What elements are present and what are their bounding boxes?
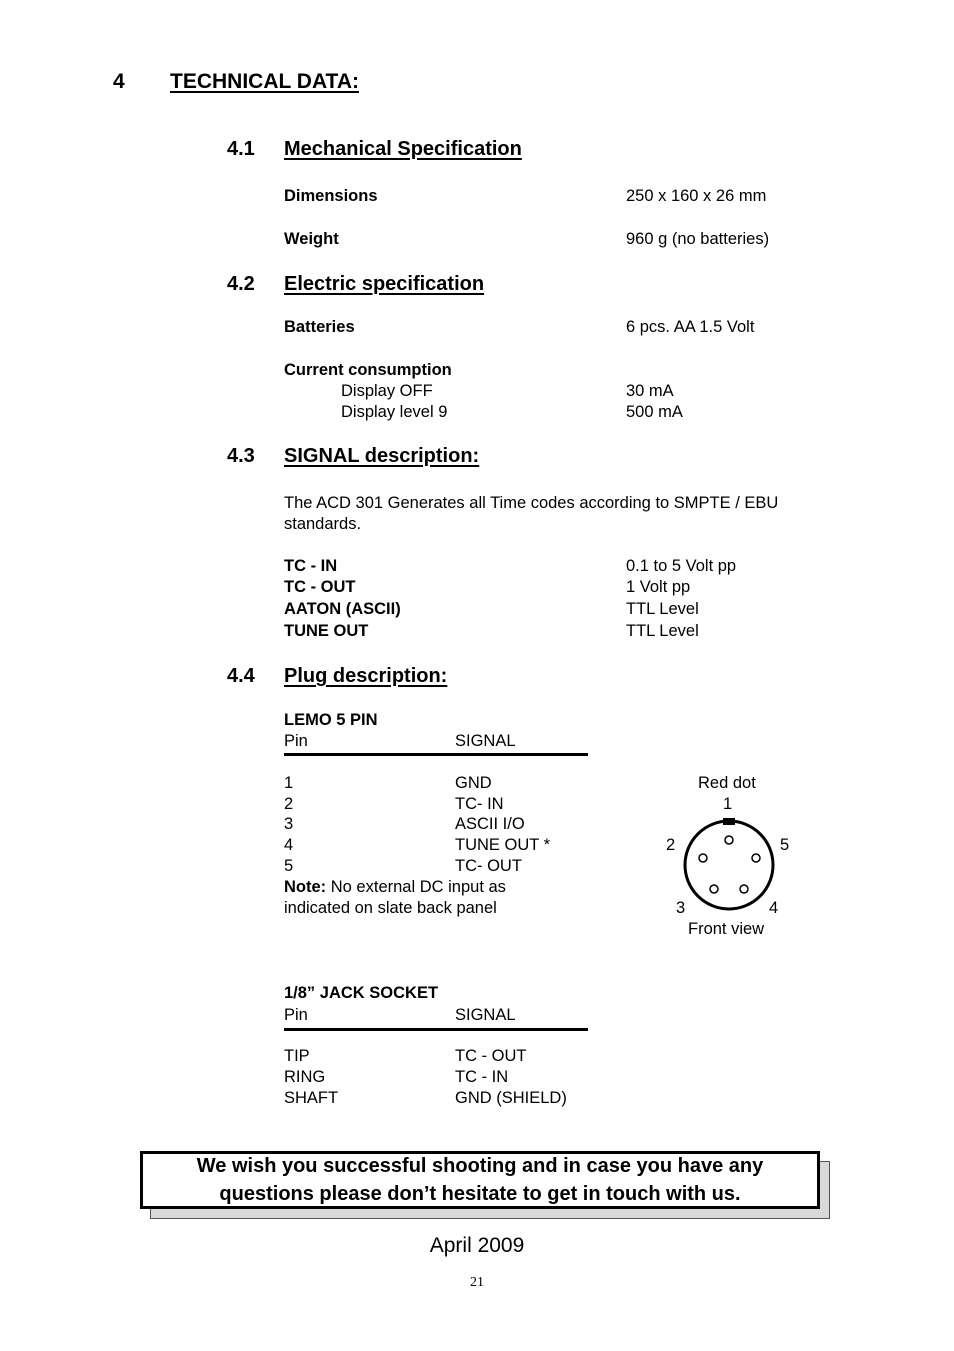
pin-1-label: 1 <box>723 795 733 813</box>
lemo-signal: TC- IN <box>455 795 504 813</box>
lemo-pin: 5 <box>284 857 294 875</box>
pin-5-hole <box>752 854 760 862</box>
pin-1-hole <box>725 836 733 844</box>
display-level-label: Display level 9 <box>341 403 448 421</box>
signal-row-label: TC - IN <box>284 557 338 575</box>
jack-pin: TIP <box>284 1047 310 1065</box>
jack-col-signal: SIGNAL <box>455 1006 516 1024</box>
section-number: 4 <box>113 70 125 93</box>
signal-intro-line2: standards. <box>284 515 362 533</box>
lemo-signal: GND <box>455 774 492 792</box>
pin-2-label: 2 <box>666 836 676 854</box>
pin-5-label: 5 <box>780 836 790 854</box>
signal-row-value: TTL Level <box>626 600 699 618</box>
closing-date: April 2009 <box>429 1234 525 1257</box>
pin-2-hole <box>699 854 707 862</box>
pin-4-label: 4 <box>769 899 779 917</box>
lemo-col-signal: SIGNAL <box>455 732 516 750</box>
section-title: TECHNICAL DATA: <box>170 70 359 93</box>
lemo-connector-diagram <box>680 815 780 915</box>
batteries-label: Batteries <box>284 318 355 336</box>
jack-col-pin: Pin <box>284 1006 308 1024</box>
jack-signal: GND (SHIELD) <box>455 1089 567 1107</box>
weight-label: Weight <box>284 230 339 248</box>
closing-line1: We wish you successful shooting and in case you have any <box>196 1155 764 1177</box>
lemo-pin: 2 <box>284 795 294 813</box>
lemo-signal: TC- OUT <box>455 857 522 875</box>
lemo-note-line1 <box>284 878 506 897</box>
subsection-title-elec: Electric specification <box>284 273 485 295</box>
lemo-col-pin: Pin <box>284 732 308 750</box>
lemo-signal: ASCII I/O <box>455 815 525 833</box>
jack-pin: SHAFT <box>284 1089 339 1107</box>
jack-pin: RING <box>284 1068 326 1086</box>
signal-row-label: TC - OUT <box>284 578 356 596</box>
connector-outline <box>685 821 773 909</box>
jack-header-rule <box>284 1028 588 1031</box>
pin-3-label: 3 <box>676 899 686 917</box>
pin-4-hole <box>740 885 748 893</box>
weight-value: 960 g (no batteries) <box>626 230 770 248</box>
page-number: 21 <box>470 1275 484 1290</box>
lemo-header-rule <box>284 753 588 756</box>
signal-row-label: TUNE OUT <box>284 622 369 640</box>
note-text: No external DC input as <box>326 878 506 896</box>
closing-message-box <box>140 1151 820 1209</box>
lemo-pin: 3 <box>284 815 294 833</box>
closing-line2: questions please don’t hesitate to get in touch with us. <box>219 1183 741 1205</box>
display-off-label: Display OFF <box>341 382 433 400</box>
subsection-number-mech: 4.1 <box>227 138 255 160</box>
red-dot-label: Red dot <box>698 774 756 792</box>
front-view-label: Front view <box>688 920 765 938</box>
jack-signal: TC - IN <box>455 1068 509 1086</box>
dimensions-value: 250 x 160 x 26 mm <box>626 187 767 205</box>
batteries-value: 6 pcs. AA 1.5 Volt <box>626 318 755 336</box>
jack-signal: TC - OUT <box>455 1047 527 1065</box>
subsection-number-elec: 4.2 <box>227 273 255 295</box>
signal-intro-line1: The ACD 301 Generates all Time codes according to SMPTE / EBU <box>284 494 779 512</box>
current-label: Current consumption <box>284 361 452 379</box>
dimensions-label: Dimensions <box>284 187 378 205</box>
subsection-title-mech: Mechanical Specification <box>284 138 522 160</box>
signal-row-value: 0.1 to 5 Volt pp <box>626 557 737 575</box>
jack-title: 1/8” JACK SOCKET <box>284 984 439 1002</box>
signal-row-label: AATON (ASCII) <box>284 600 401 618</box>
lemo-signal: TUNE OUT * <box>455 836 551 854</box>
subsection-title-plug: Plug description: <box>284 665 448 687</box>
display-off-value: 30 mA <box>626 382 674 400</box>
subsection-title-signal: SIGNAL description: <box>284 445 480 467</box>
note-label: Note: <box>284 878 327 896</box>
signal-row-value: TTL Level <box>626 622 699 640</box>
pin-3-hole <box>710 885 718 893</box>
lemo-pin: 1 <box>284 774 294 792</box>
signal-row-value: 1 Volt pp <box>626 578 691 596</box>
subsection-number-plug: 4.4 <box>227 665 255 687</box>
lemo-pin: 4 <box>284 836 294 854</box>
subsection-number-signal: 4.3 <box>227 445 255 467</box>
lemo-note-line2: indicated on slate back panel <box>284 899 497 917</box>
display-level-value: 500 mA <box>626 403 683 421</box>
lemo-title: LEMO 5 PIN <box>284 711 378 729</box>
